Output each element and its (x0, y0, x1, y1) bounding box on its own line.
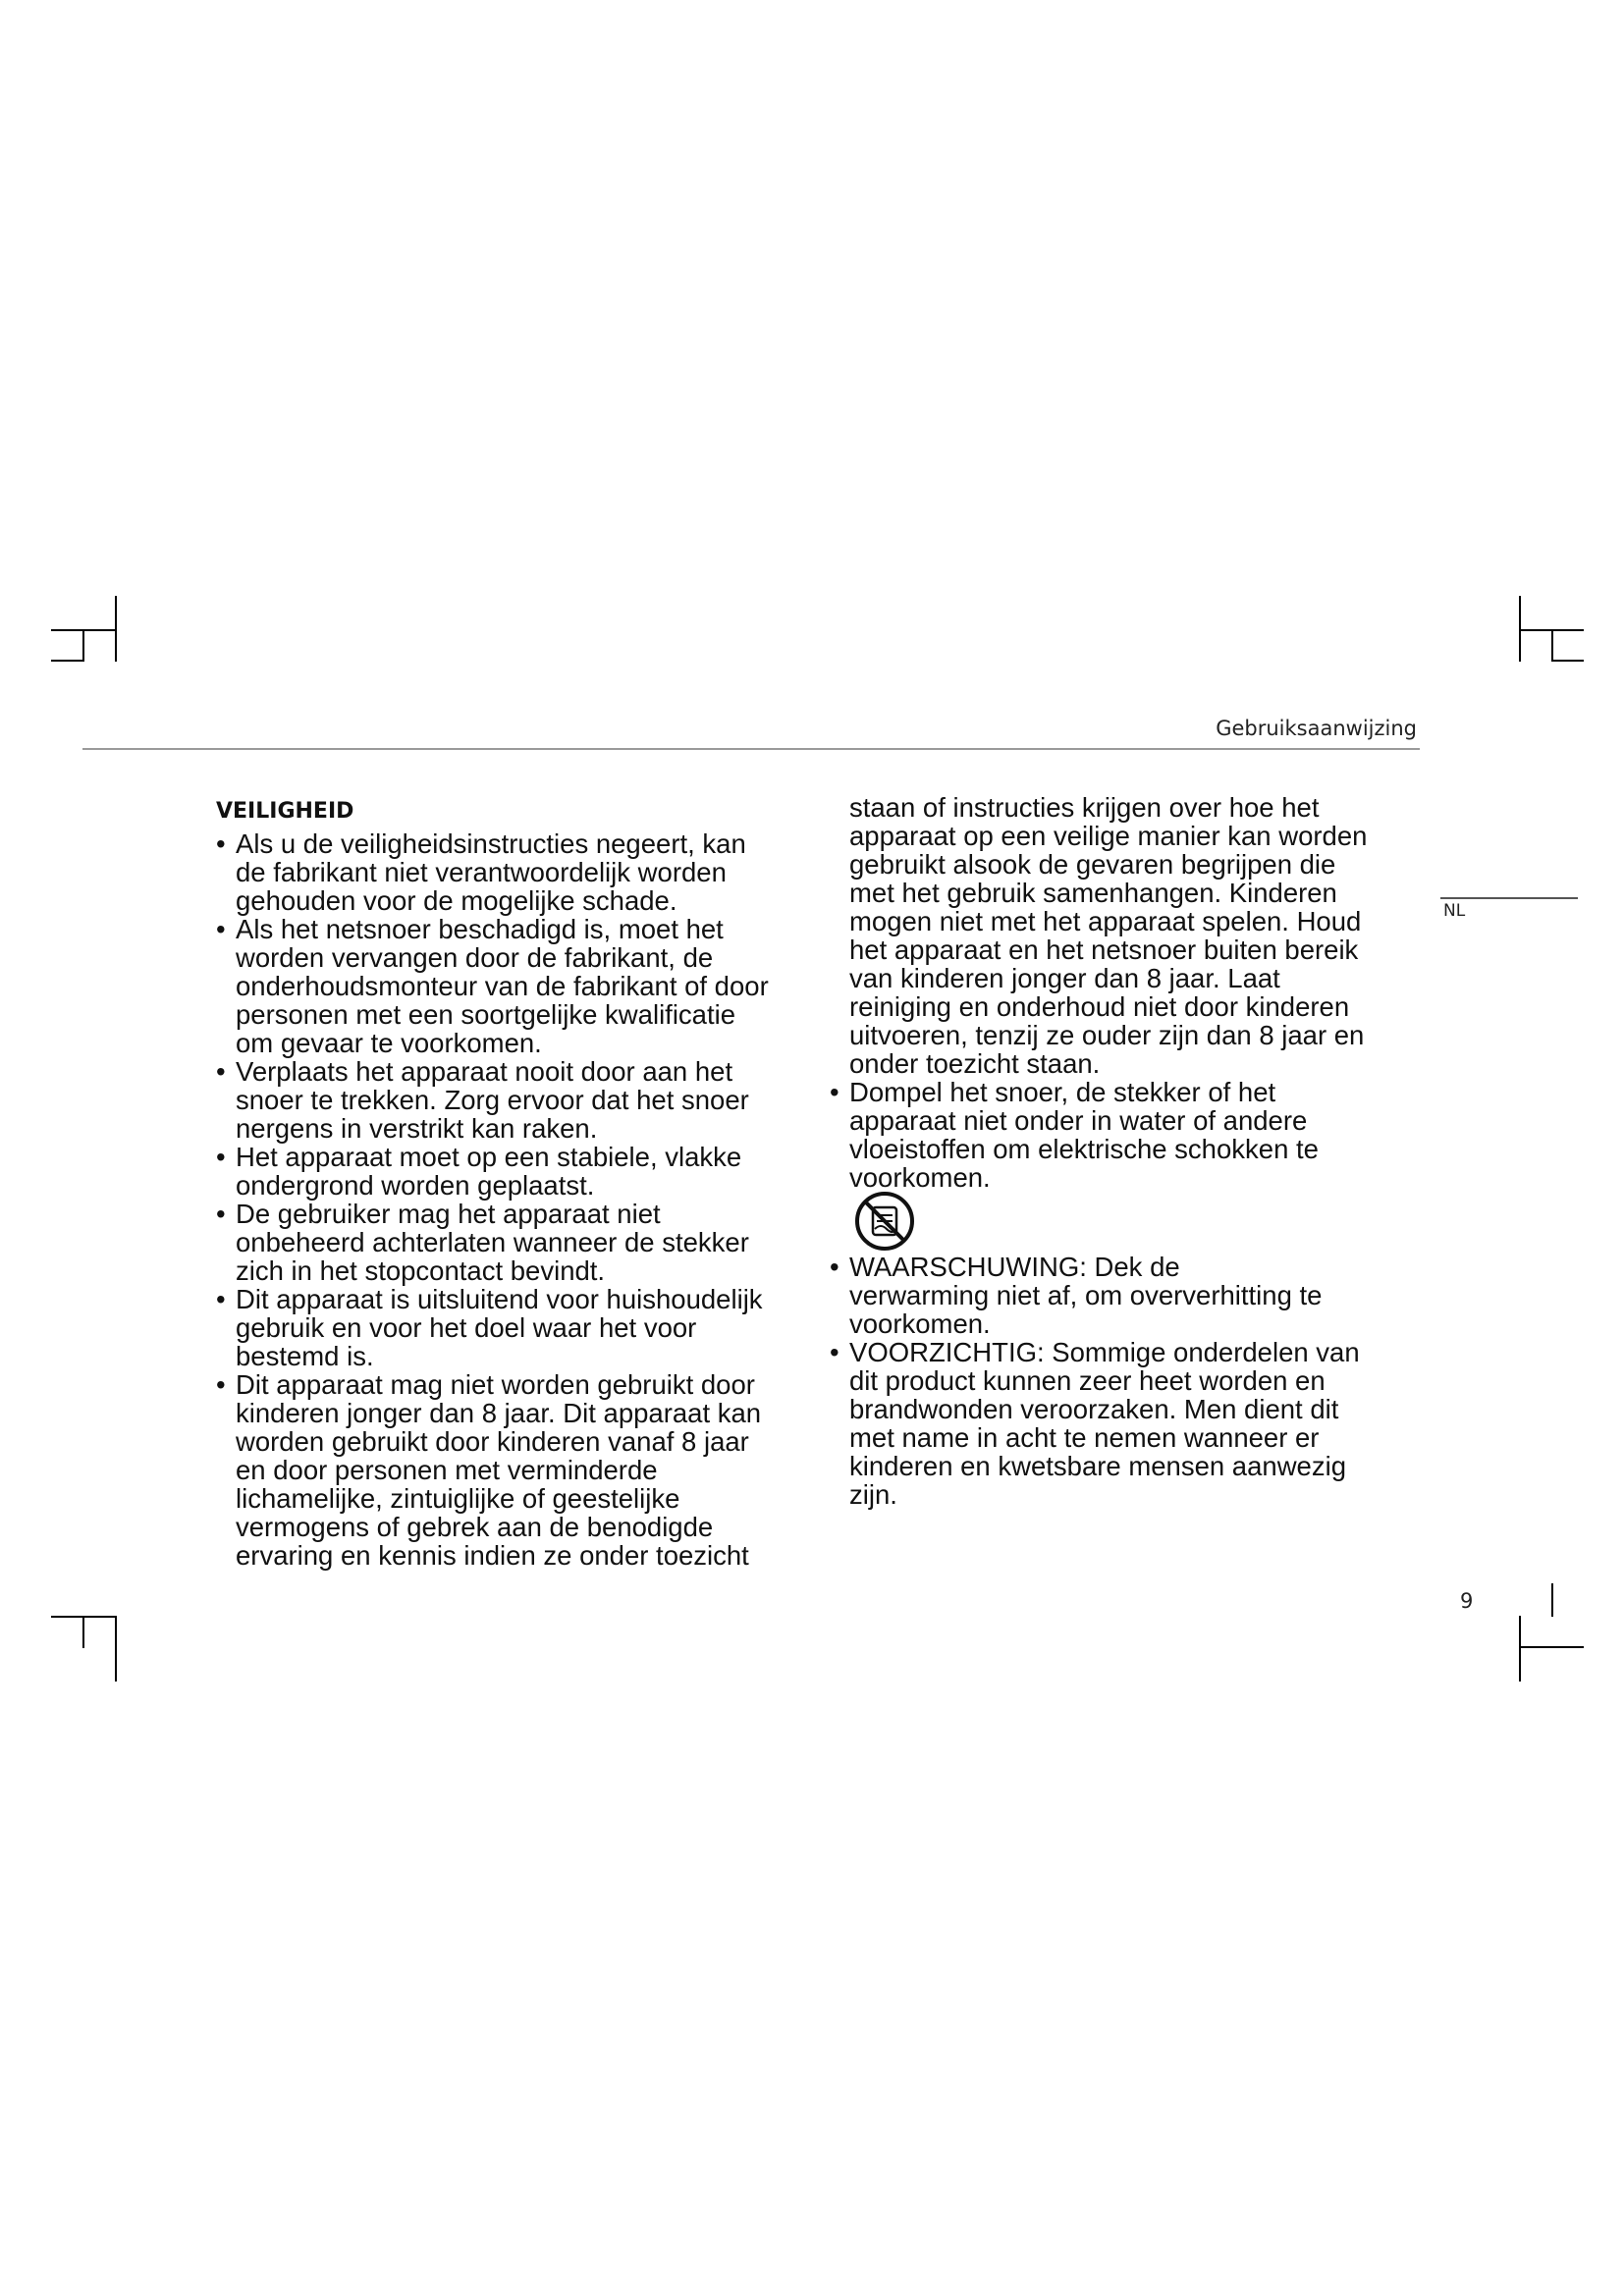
list-item: • Dit apparaat is uitsluitend voor huishoudelijk gebruik en voor het doel waar het voor bestemd is. (216, 1285, 805, 1370)
safety-list-left (216, 829, 805, 1570)
section-title: VEILIGHEID (216, 799, 354, 824)
list-item: • Als het netsnoer beschadigd is, moet het worden vervangen door de fabrikant, de onderhoudsmonteur van de fabrikant of door personen met een soortgelijke kwalificatie om gevaar te voorkomen. (216, 915, 805, 1057)
crop-mark (51, 660, 82, 662)
crop-mark (1551, 660, 1584, 662)
warning-icon-row (830, 1192, 1419, 1253)
list-item: • De gebruiker mag het apparaat niet onbeheerd achterlaten wanneer de stekker zich in het stopcontact bevindt. (216, 1200, 805, 1285)
page-number: 9 (1460, 1589, 1474, 1613)
safety-list-right (830, 1078, 1419, 1192)
crop-mark (1551, 1583, 1553, 1617)
left-column (216, 793, 805, 1570)
list-item: • Het apparaat moet op een stabiele, vlakke ondergrond worden geplaatst. (216, 1143, 805, 1200)
right-column (830, 793, 1419, 1509)
list-item-warning: • WAARSCHUWING: Dek de verwarming niet af, om oververhitting te voorkomen. (830, 1253, 1419, 1338)
safety-list-right-warnings (830, 1253, 1419, 1509)
crop-mark (1551, 629, 1553, 662)
crop-mark (1519, 1646, 1584, 1648)
list-item: • Als u de veiligheidsinstructies negeert, kan de fabrikant niet verantwoordelijk worden gehouden voor de mogelijke schade. (216, 829, 805, 915)
list-item-continuation: staan of instructies krijgen over hoe het apparaat op een veilige manier kan worden gebruikt alsook de gevaren begrijpen die met het gebruik samenhangen. Kinderen mogen niet met het apparaat spelen. Houd het apparaat en het netsnoer buiten bereik van kinderen jonger dan 8 jaar. Laat reiniging en onderhoud niet door kinderen uitvoeren, tenzij ze ouder zijn dan 8 jaar en onder toezicht staan. (849, 792, 1368, 1079)
crop-mark (1519, 1616, 1521, 1682)
language-rule (1440, 897, 1578, 899)
list-item: • Dit apparaat mag niet worden gebruikt door kinderen jonger dan 8 jaar. Dit apparaat kan worden gebruikt door kinderen vanaf 8 jaar en door personen met verminderde lichamelijke, zintuiglijke of geestelijke vermogens of gebrek aan de benodigde ervaring en kennis indien ze onder toezicht (216, 1370, 805, 1570)
language-label: NL (1443, 901, 1466, 921)
crop-mark (115, 1616, 117, 1682)
list-item: • Dompel het snoer, de stekker of het apparaat niet onder in water of andere vloeistoffen om elektrische schokken te voorkomen. (830, 1078, 1419, 1192)
do-not-cover-icon (853, 1190, 916, 1253)
list-item-caution: • VOORZICHTIG: Sommige onderdelen van dit product kunnen zeer heet worden en brandwonden veroorzaken. Men dient dit met name in acht te nemen wanneer er kinderen en kwetsbare mensen aanwezig zijn. (830, 1338, 1419, 1509)
crop-mark (82, 1616, 84, 1648)
manual-header-label: Gebruiksaanwijzing (1216, 717, 1417, 740)
crop-mark (82, 629, 84, 662)
crop-mark (115, 596, 117, 662)
list-item: • Verplaats het apparaat nooit door aan het snoer te trekken. Zorg ervoor dat het snoer nergens in verstrikt kan raken. (216, 1057, 805, 1143)
header-rule (82, 748, 1420, 750)
